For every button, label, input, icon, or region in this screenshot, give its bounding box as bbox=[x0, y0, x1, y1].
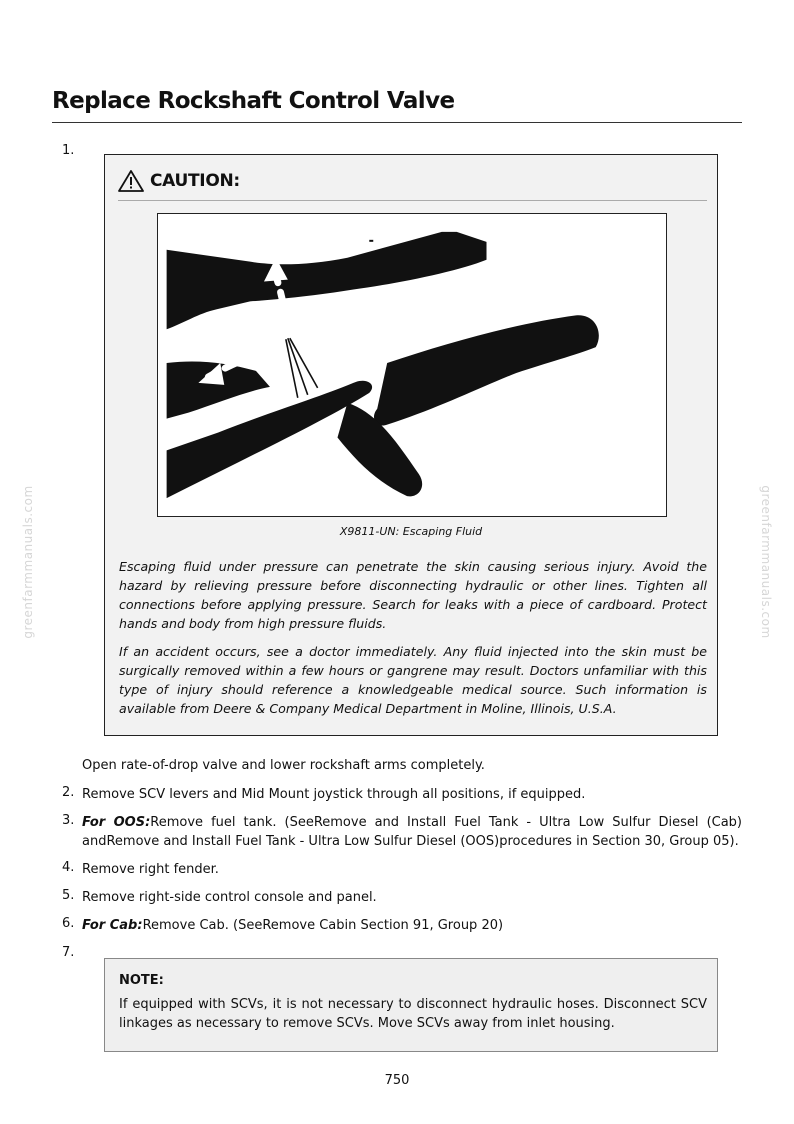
escaping-fluid-illustration bbox=[158, 214, 666, 516]
escaping-fluid-figure bbox=[157, 213, 667, 517]
step-3-number: 3. bbox=[62, 813, 75, 828]
caution-label: CAUTION: bbox=[150, 171, 240, 191]
step-5-number: 5. bbox=[62, 888, 75, 903]
step-2-number: 2. bbox=[62, 785, 75, 800]
step-3-text bbox=[82, 813, 742, 851]
step-2-text: Remove SCV levers and Mid Mount joystick through all positions, if equipped. bbox=[82, 787, 586, 802]
note-text: If equipped with SCVs, it is not necessary to disconnect hydraulic hoses. Disconnect SCV linkages as necessary to remove SCVs. Move SCVs away from inlet housing. bbox=[119, 997, 707, 1031]
caution-paragraph-2: If an accident occurs, see a doctor immediately. Any fluid injected into the skin must be surgically removed within a few hours or gangrene may result. Doctors unfamiliar with this type of injury should reference a knowledgeable medical source. Such information is available from Deere & Company Medical Department in Moline, Illinois, U.S.A. bbox=[119, 644, 707, 716]
step-1-text: Open rate-of-drop valve and lower rockshaft arms completely. bbox=[82, 758, 485, 773]
caution-paragraph-1: Escaping fluid under pressure can penetrate the skin causing serious injury. Avoid the hazard by relieving pressure before disconnecting hydraulic or other lines. Tighten all connections before applying pressure. Search for leaks with a piece of cardboard. Protect hands and body from high pressure fluids. bbox=[119, 559, 707, 631]
note-label: NOTE: bbox=[119, 973, 164, 988]
warning-triangle-icon bbox=[118, 169, 144, 193]
step-1-number: 1. bbox=[62, 143, 75, 158]
caution-box bbox=[104, 154, 718, 736]
step-5-text: Remove right-side control console and panel. bbox=[82, 890, 377, 905]
note-box bbox=[104, 958, 718, 1052]
caution-divider bbox=[118, 200, 707, 201]
title-divider bbox=[52, 122, 742, 123]
watermark-right: greenfarmmanuals.com bbox=[759, 485, 773, 639]
step-4-text: Remove right fender. bbox=[82, 862, 219, 877]
step-6-body: Remove Cab. (SeeRemove Cabin Section 91, Group 20) bbox=[142, 918, 504, 933]
step-6-text bbox=[82, 916, 742, 935]
step-6-number: 6. bbox=[62, 916, 75, 931]
watermark-left: greenfarmmanuals.com bbox=[21, 485, 35, 639]
step-4-number: 4. bbox=[62, 860, 75, 875]
step-7-number: 7. bbox=[62, 945, 75, 960]
page-title: Replace Rockshaft Control Valve bbox=[52, 88, 455, 114]
page-number: 750 bbox=[384, 1073, 410, 1088]
step-6-prefix: For Cab: bbox=[82, 918, 143, 933]
step-3-prefix: For OOS: bbox=[82, 815, 151, 830]
step-3-body: Remove fuel tank. (SeeRemove and Install Fuel Tank - Ultra Low Sulfur Diesel (Cab) andRemove and Install Fuel Tank - Ultra Low Sulfur Diesel (OOS)procedures in Section 30, Group 05). bbox=[82, 815, 743, 849]
figure-caption: X9811-UN: Escaping Fluid bbox=[339, 525, 483, 538]
caution-header bbox=[118, 169, 240, 193]
